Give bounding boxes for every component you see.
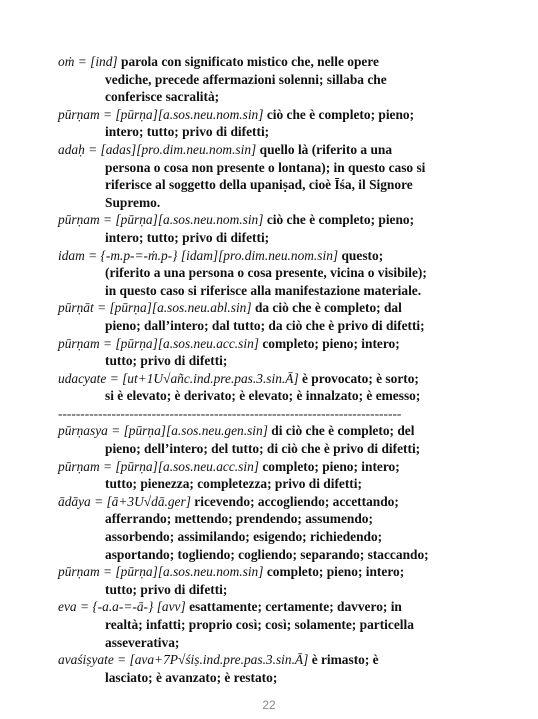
entry-definition-continued: Supremo. <box>105 194 161 210</box>
entry-first-line <box>58 422 488 440</box>
entry-term: oṁ <box>58 54 75 69</box>
entry-grammar: [pūrṇa][a.sos.neu.nom.sin] <box>115 564 264 580</box>
equals-sign: = <box>99 335 116 351</box>
equals-sign: = <box>99 106 116 122</box>
entry-definition: da ciò che è completo; dal <box>254 300 402 316</box>
entry-grammar: [ut+1U√añc.ind.pre.pas.3.sin.Ā] <box>122 370 299 386</box>
entry-definition-continued: in questo caso si riferisce alla manifestazione materiale. <box>105 282 422 298</box>
entry-definition-continued: assorbendo; assimilando; esigendo; richiedendo; <box>105 529 383 545</box>
glossary-entry <box>58 598 488 651</box>
entry-definition: parola con significato mistico che, nelle opere <box>121 54 380 69</box>
entry-definition: ciò che è completo; pieno; <box>266 106 415 122</box>
entry-first-line <box>58 493 488 511</box>
glossary-entry <box>58 335 488 370</box>
entry-grammar: [pūrṇa][a.sos.neu.nom.sin] <box>115 106 264 122</box>
entry-first-line <box>58 106 488 124</box>
entry-definition: completo; pieno; intero; <box>266 564 405 580</box>
entry-definition-continued: si è elevato; è derivato; è elevato; è innalzato; è emesso; <box>105 388 421 404</box>
equals-sign: = <box>74 54 91 69</box>
entry-definition: ricevendo; accogliendo; accettando; <box>194 493 399 509</box>
entry-grammar: [pūrṇa][a.sos.neu.nom.sin] <box>115 212 264 228</box>
entry-grammar: [adas][pro.dim.neu.nom.sin] <box>100 141 257 157</box>
glossary-entry <box>58 299 488 334</box>
entry-definition-continued: intero; tutto; privo di difetti; <box>105 229 270 245</box>
glossary-entry <box>58 651 488 686</box>
entry-definition-continued: pieno; dell’intero; del tutto; di ciò che è privo di difetti; <box>105 441 421 457</box>
equals-sign: = <box>76 599 93 615</box>
entry-first-line <box>58 299 488 317</box>
entry-term: udacyate <box>58 370 107 386</box>
entry-definition-continued: riferisce al soggetto della upaniṣad, cioè Īśa, il Signore <box>105 177 413 193</box>
entry-definition-continued: vediche, precede affermazioni solenni; sillaba che <box>105 71 387 87</box>
entry-definition: di ciò che è completo; del <box>271 423 415 439</box>
equals-sign: = <box>84 141 101 157</box>
section-separator: ----------------------------------------------------------------------------- <box>58 405 402 421</box>
entry-definition-continued: afferrando; mettendo; prendendo; assumendo; <box>105 511 373 527</box>
glossary-entries <box>58 53 488 686</box>
entry-first-line <box>58 211 488 229</box>
equals-sign: = <box>99 212 116 228</box>
glossary-entry <box>58 422 488 457</box>
entry-first-line <box>58 53 488 71</box>
entry-term: idam <box>58 247 85 263</box>
entry-definition: questo; <box>341 247 384 263</box>
entry-definition-continued: conferisce sacralità; <box>105 89 220 105</box>
entry-definition-continued: tutto; privo di difetti; <box>105 581 228 597</box>
entry-term: pūrṇam <box>58 564 100 580</box>
entry-definition: è rimasto; è <box>311 652 379 668</box>
entry-grammar: {-a.a-=-ā-} [avv] <box>92 599 186 615</box>
entry-term: adaḥ <box>58 141 85 157</box>
equals-sign: = <box>90 493 107 509</box>
entry-definition-continued: tutto; privo di difetti; <box>105 353 228 369</box>
entry-grammar: [ā+3U√dā.ger] <box>106 493 191 509</box>
entry-definition-continued: persona o cosa non presente o lontana); in questo caso si <box>105 159 426 175</box>
entry-term: pūrṇam <box>58 106 100 122</box>
entry-definition: ciò che è completo; pieno; <box>266 212 415 228</box>
glossary-entry <box>58 493 488 563</box>
entry-definition-continued: (riferito a una persona o cosa presente, vicina o visibile); <box>105 265 427 281</box>
entry-term: pūrṇam <box>58 335 100 351</box>
equals-sign: = <box>84 247 101 263</box>
entry-first-line <box>58 458 488 476</box>
entry-definition-continued: lasciato; è avanzato; è restato; <box>105 669 278 685</box>
equals-sign: = <box>107 423 124 439</box>
entry-term: ādāya <box>58 493 91 509</box>
entry-definition-continued: pieno; dall’intero; dal tutto; da ciò che è privo di difetti; <box>105 317 425 333</box>
page-number: 22 <box>262 698 276 712</box>
glossary-entry <box>58 211 488 246</box>
entry-grammar: [pūrṇa][a.sos.neu.gen.sin] <box>123 423 268 439</box>
entry-grammar: [pūrṇa][a.sos.neu.acc.sin] <box>115 335 259 351</box>
entry-term: pūrṇāt <box>58 300 94 316</box>
entry-grammar: [ava+7P√śiṣ.ind.pre.pas.3.sin.Ā] <box>129 652 309 668</box>
glossary-entry <box>58 563 488 598</box>
entry-definition: completo; pieno; intero; <box>262 458 400 474</box>
glossary-entry <box>58 247 488 300</box>
entry-term: pūrṇasya <box>58 423 108 439</box>
entry-grammar: {-m.p-=-ṁ.p-} [idam][pro.dim.neu.nom.sin] <box>100 247 339 263</box>
glossary-entry <box>58 370 488 405</box>
entry-grammar: [ind] <box>90 54 118 69</box>
glossary-entry <box>58 141 488 211</box>
entry-first-line <box>58 563 488 581</box>
equals-sign: = <box>99 458 116 474</box>
entry-grammar: [pūrṇa][a.sos.neu.abl.sin] <box>109 300 252 316</box>
entry-definition-continued: asportando; togliendo; cogliendo; separando; staccando; <box>105 546 429 562</box>
glossary-entry <box>58 53 488 106</box>
equals-sign: = <box>113 652 130 668</box>
entry-definition: è provocato; è sorto; <box>302 370 419 386</box>
equals-sign: = <box>99 564 116 580</box>
entry-definition-continued: tutto; pienezza; completezza; privo di difetti; <box>105 476 362 492</box>
entry-first-line <box>58 598 488 616</box>
glossary-entry <box>58 458 488 493</box>
entry-first-line <box>58 370 488 388</box>
entry-definition: completo; pieno; intero; <box>262 335 400 351</box>
glossary-entry <box>58 106 488 141</box>
entry-first-line <box>58 247 488 265</box>
entry-first-line <box>58 651 488 669</box>
entry-term: eva <box>58 599 77 615</box>
entry-definition: esattamente; certamente; davvero; in <box>189 599 402 615</box>
entry-first-line <box>58 335 488 353</box>
entry-first-line <box>58 141 488 159</box>
entry-definition-continued: intero; tutto; privo di difetti; <box>105 124 270 140</box>
entry-grammar: [pūrṇa][a.sos.neu.acc.sin] <box>115 458 259 474</box>
equals-sign: = <box>106 370 123 386</box>
entry-term: avaśiṣyate <box>58 652 114 668</box>
entry-term: pūrṇam <box>58 458 100 474</box>
entry-definition-continued: asseverativa; <box>105 634 180 650</box>
entry-definition-continued: realtà; infatti; proprio così; così; solamente; particella <box>105 617 414 632</box>
entry-term: pūrṇam <box>58 212 100 228</box>
entry-definition: quello là (riferito a una <box>259 141 393 157</box>
equals-sign: = <box>93 300 110 316</box>
